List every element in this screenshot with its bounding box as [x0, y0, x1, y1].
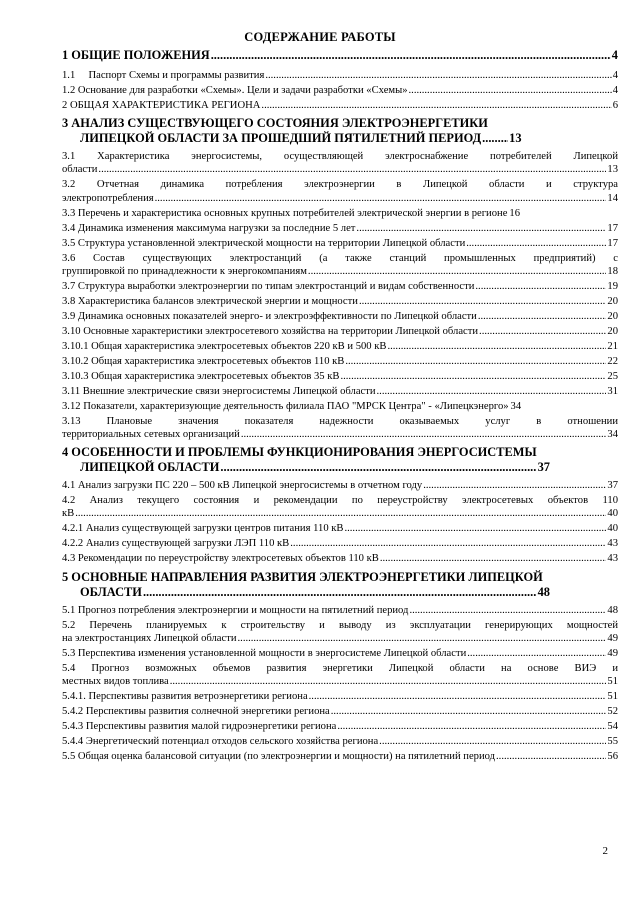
toc-entry-5-4[interactable]: 5.4 Прогноз возможных объемов развития энергетики Липецкой области на основе ВИЭ и местных видов топлива ..... 51 — [62, 662, 618, 688]
toc-entry-5[interactable]: 5 ОСНОВНЫЕ НАПРАВЛЕНИЯ РАЗВИТИЯ ЭЛЕКТРОЭНЕРГЕТИКИ ЛИПЕЦКОЙ ОБЛАСТИ ..... 48 — [62, 570, 618, 600]
toc-entry-5-4-2[interactable]: 5.4.2 Перспективы развития солнечной энергетики региона ..... 52 — [62, 705, 618, 718]
toc-entry-4-2-2[interactable]: 4.2.2 Анализ существующей загрузки ЛЭП 110 кВ ..... 43 — [62, 537, 618, 550]
toc-entry-4-2-1[interactable]: 4.2.1 Анализ существующей загрузки центров питания 110 кВ ..... 40 — [62, 522, 618, 535]
toc-entry-4-2[interactable]: 4.2 Анализ текущего состояния и рекомендации по переустройству электросетевых объектов 110 кВ ..... 40 — [62, 494, 618, 520]
toc-entry-3-4[interactable]: 3.4 Динамика изменения максимума нагрузки за последние 5 лет ..... 17 — [62, 222, 618, 235]
toc-entry-2[interactable]: 2 ОБЩАЯ ХАРАКТЕРИСТИКА РЕГИОНА ..... 6 — [62, 99, 618, 112]
toc-entry-4[interactable]: 4 ОСОБЕННОСТИ И ПРОБЛЕМЫ ФУНКЦИОНИРОВАНИЯ ЭНЕРГОСИСТЕМЫ ЛИПЕЦКОЙ ОБЛАСТИ ..... 37 — [62, 445, 618, 475]
toc-entry-5-3[interactable]: 5.3 Перспектива изменения установленной мощности в энергосистеме Липецкой области ..... 49 — [62, 647, 618, 660]
toc-entry-3-10-2[interactable]: 3.10.2 Общая характеристика электросетевых объектов 110 кВ ..... 22 — [62, 355, 618, 368]
toc-entry-3-7[interactable]: 3.7 Структура выработки электроэнергии по типам электростанций и видам собственности ..... 19 — [62, 280, 618, 293]
toc-entry-5-1[interactable]: 5.1 Прогноз потребления электроэнергии и мощности на пятилетний период ..... 48 — [62, 604, 618, 617]
page-title: СОДЕРЖАНИЕ РАБОТЫ — [244, 30, 396, 44]
toc-entry-3-12[interactable]: 3.12 Показатели, характеризующие деятельность филиала ПАО "МРСК Центра" - «Липецкэнерго» 34 — [62, 400, 522, 412]
toc-entry-3-3[interactable]: 3.3 Перечень и характеристика основных крупных потребителей электрической энергии в регионе 16 — [62, 207, 520, 219]
toc-entry-3-6[interactable]: 3.6 Состав существующих электростанций (а также станций промышленных предприятий) с группировкой по принадлежности к энергокомпаниям ..... 18 — [62, 252, 618, 278]
toc-entry-3-8[interactable]: 3.8 Характеристика балансов электрической энергии и мощности ..... 20 — [62, 295, 618, 308]
toc-entry-5-4-1[interactable]: 5.4.1. Перспективы развития ветроэнергетики региона ..... 51 — [62, 690, 618, 703]
toc-entry-3-1[interactable]: 3.1 Характеристика энергосистемы, осуществляющей электроснабжение потребителей Липецкой области ..... 13 — [62, 150, 618, 176]
toc-entry-3-5[interactable]: 3.5 Структура установленной электрической мощности на территории Липецкой области ..... 17 — [62, 237, 618, 250]
toc-entry-5-4-4[interactable]: 5.4.4 Энергетический потенциал отходов сельского хозяйства региона ..... 55 — [62, 735, 618, 748]
toc-entry-3-9[interactable]: 3.9 Динамика основных показателей энерго- и электроэффективности по Липецкой области ..... 20 — [62, 310, 618, 323]
toc-entry-3-11[interactable]: 3.11 Внешние электрические связи энергосистемы Липецкой области ..... 31 — [62, 385, 618, 398]
toc-entry-1[interactable]: 1 ОБЩИЕ ПОЛОЖЕНИЯ ..... 4 — [62, 48, 618, 63]
toc-entry-3-10-1[interactable]: 3.10.1 Общая характеристика электросетевых объектов 220 кВ и 500 кВ ..... 21 — [62, 340, 618, 353]
toc-entry-3-2[interactable]: 3.2 Отчетная динамика потребления электроэнергии в Липецкой области и структура электропотребления ..... 14 — [62, 178, 618, 204]
toc-entry-1-2[interactable]: 1.2 Основание для разработки «Схемы». Цели и задачи разработки «Схемы» ..... 4 — [62, 84, 618, 97]
toc-entry-4-3[interactable]: 4.3 Рекомендации по переустройству электросетевых объектов 110 кВ ..... 43 — [62, 552, 618, 565]
toc-entry-3-10-3[interactable]: 3.10.3 Общая характеристика электросетевых объектов 35 кВ ..... 25 — [62, 370, 618, 383]
toc-entry-3-10[interactable]: 3.10 Основные характеристики электросетевого хозяйства на территории Липецкой области ..... 20 — [62, 325, 618, 338]
toc-entry-5-2[interactable]: 5.2 Перечень планируемых к строительству и выводу из эксплуатации генерирующих мощностей на электростанциях Липецкой области ..... 49 — [62, 619, 618, 645]
toc-entry-4-1[interactable]: 4.1 Анализ загрузки ПС 220 – 500 кВ Липецкой энергосистемы в отчетном году ..... 37 — [62, 479, 618, 492]
toc-entry-5-4-3[interactable]: 5.4.3 Перспективы развития малой гидроэнергетики региона ..... 54 — [62, 720, 618, 733]
toc-entry-5-5[interactable]: 5.5 Общая оценка балансовой ситуации (по электроэнергии и мощности) на пятилетний период ..... 56 — [62, 750, 618, 763]
toc-entry-1-1[interactable]: 1.1 Паспорт Схемы и программы развития ..... 4 — [62, 69, 618, 82]
page-number: 2 — [602, 845, 608, 857]
table-of-contents — [62, 46, 618, 765]
toc-entry-3[interactable]: 3 АНАЛИЗ СУЩЕСТВУЮЩЕГО СОСТОЯНИЯ ЭЛЕКТРОЭНЕРГЕТИКИ ЛИПЕЦКОЙ ОБЛАСТИ ЗА ПРОШЕДШИЙ ПЯТИЛЕТНИЙ ПЕРИОД ..... 13 — [62, 116, 618, 146]
toc-entry-3-13[interactable]: 3.13 Плановые значения показателя надежности оказываемых услуг в отношении территориальных сетевых организаций ..... 34 — [62, 415, 618, 441]
